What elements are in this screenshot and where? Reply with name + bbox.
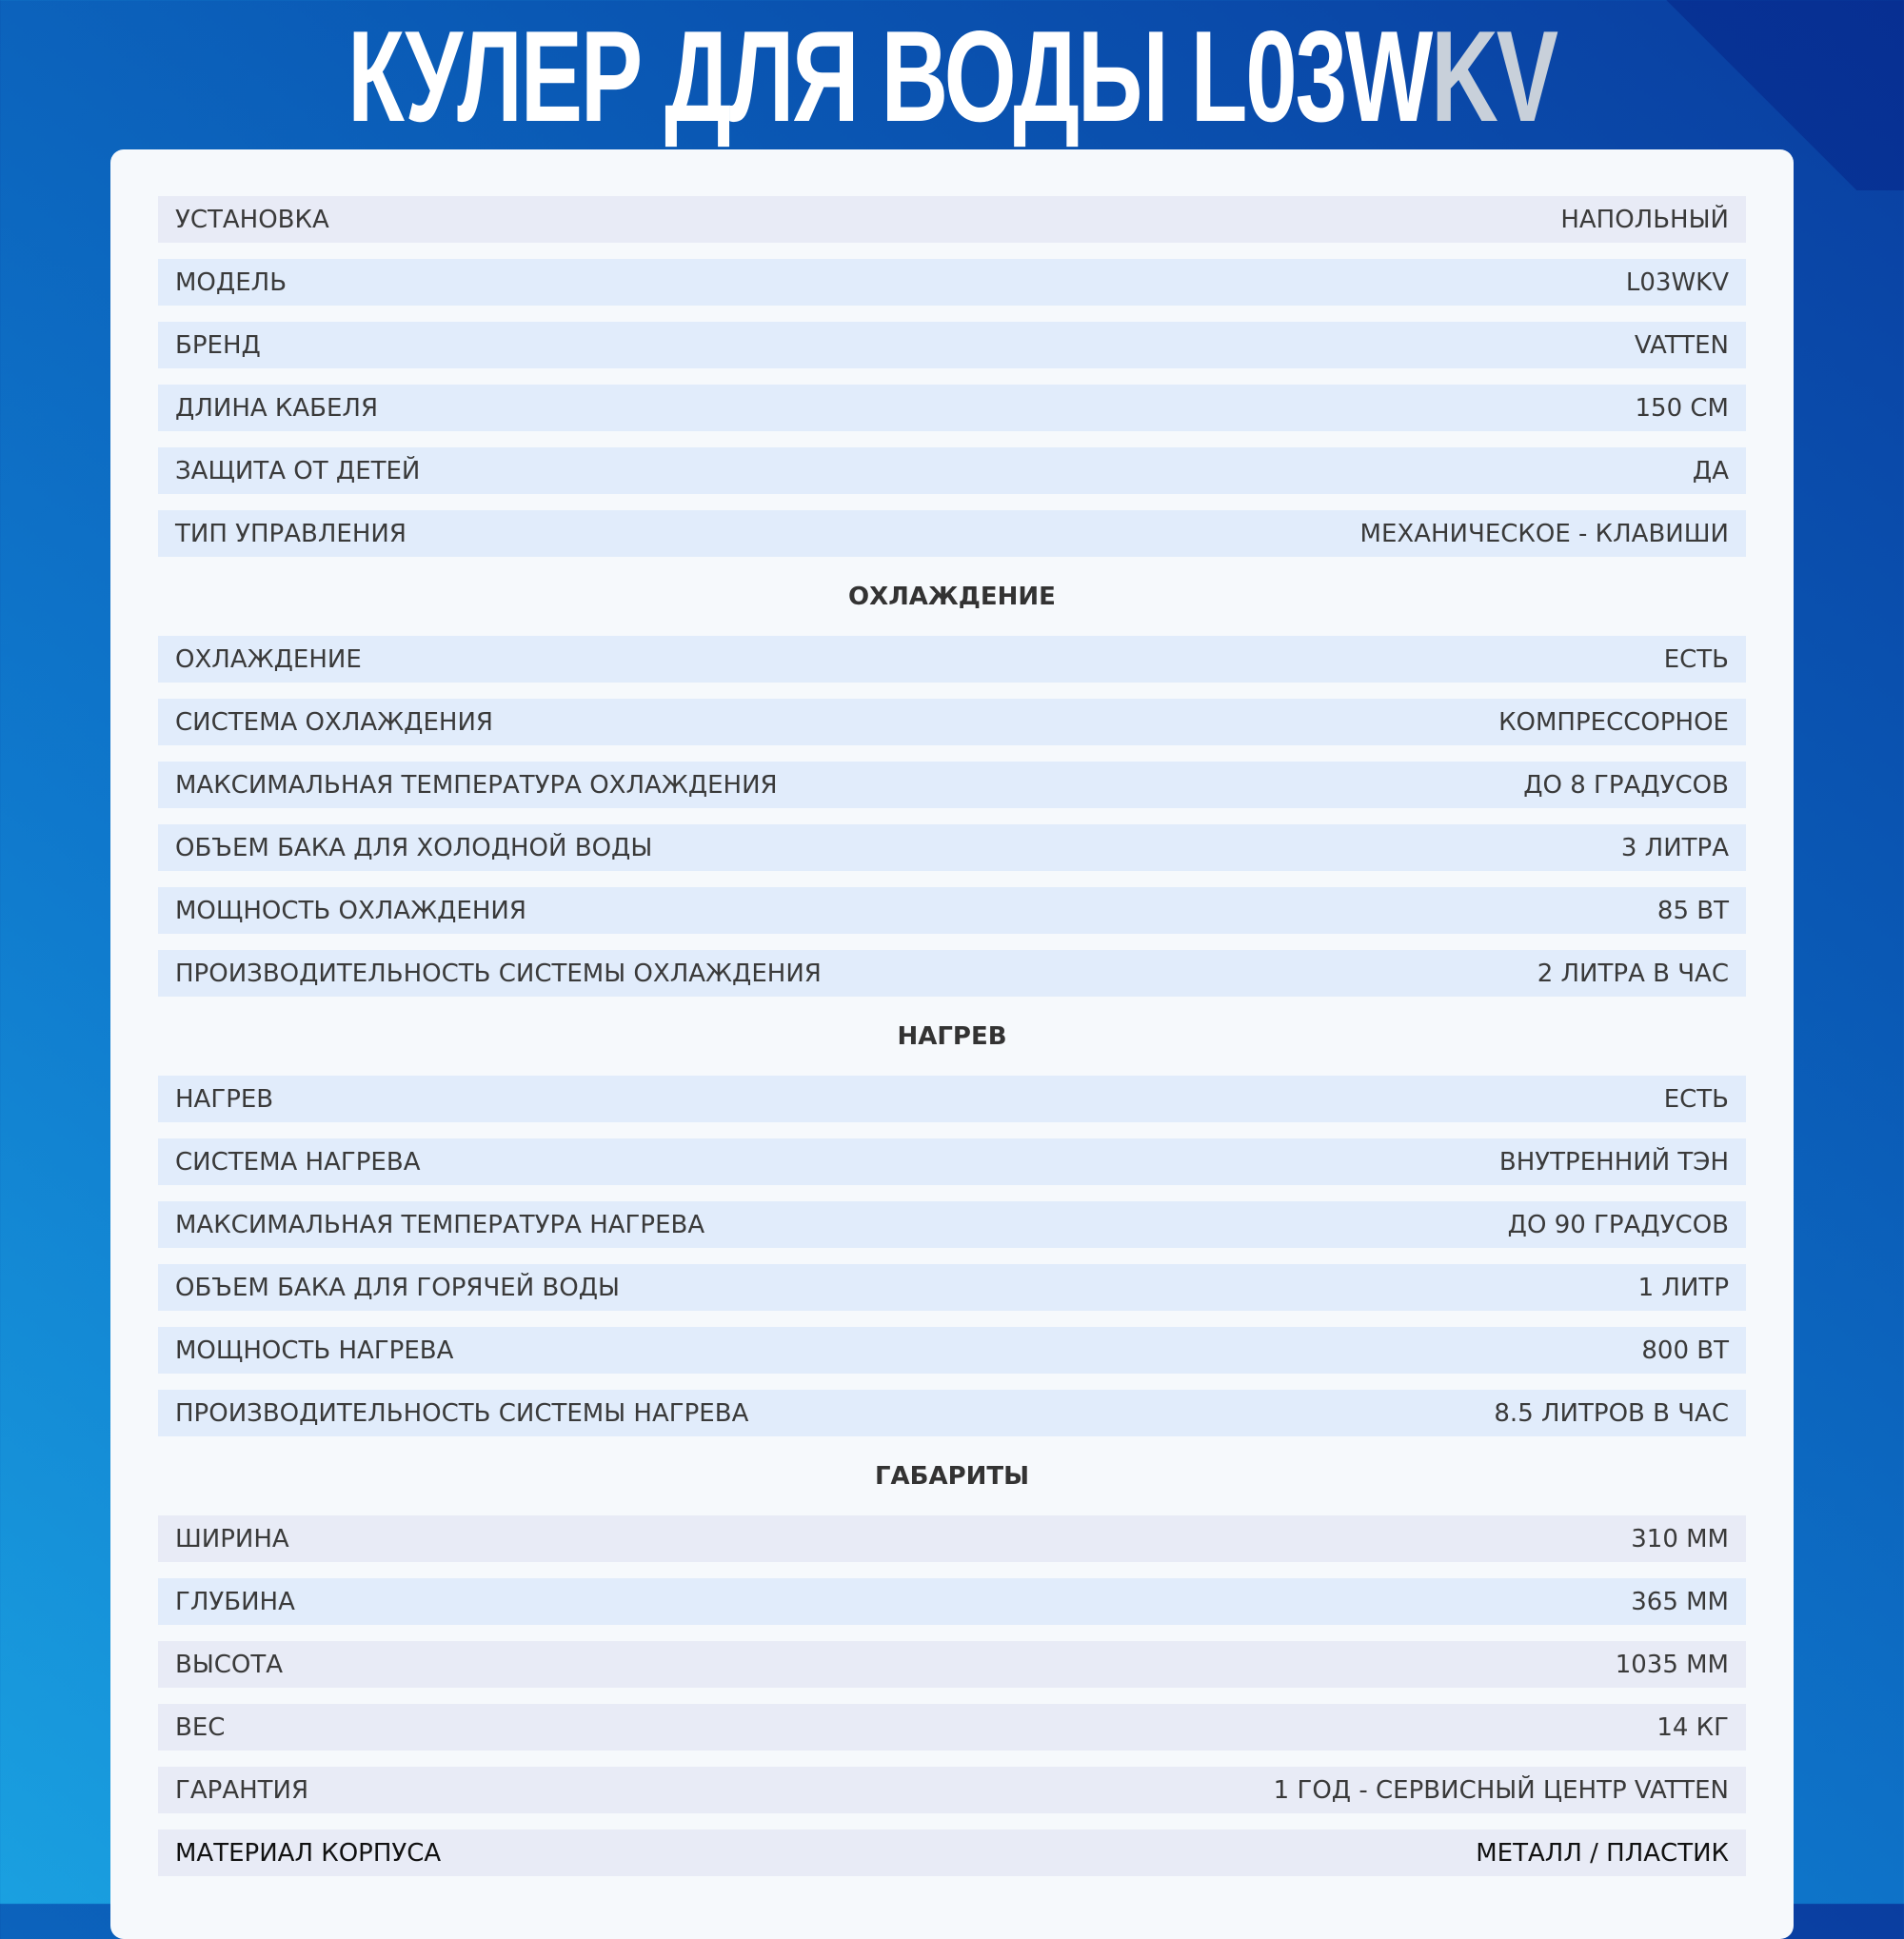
spec-row xyxy=(158,1767,1746,1813)
spec-label: МАТЕРИАЛ КОРПУСА xyxy=(175,1838,442,1868)
spec-row xyxy=(158,1830,1746,1876)
spec-row xyxy=(158,1264,1746,1311)
spec-value: 3 ЛИТРА xyxy=(1620,833,1729,862)
spec-value: 14 КГ xyxy=(1656,1712,1729,1742)
spec-row xyxy=(158,1704,1746,1751)
spec-row xyxy=(158,1641,1746,1688)
spec-label: УСТАНОВКА xyxy=(175,205,329,234)
spec-row xyxy=(158,950,1746,997)
spec-value: НАПОЛЬНЫЙ xyxy=(1560,205,1729,234)
spec-value: 150 СМ xyxy=(1635,393,1729,423)
spec-value: ЕСТЬ xyxy=(1663,644,1729,674)
spec-row xyxy=(158,1327,1746,1374)
spec-card xyxy=(110,149,1794,1939)
spec-label: ДЛИНА КАБЕЛЯ xyxy=(175,393,379,423)
spec-value: 365 ММ xyxy=(1631,1587,1729,1616)
spec-row xyxy=(158,322,1746,368)
spec-row xyxy=(158,447,1746,494)
spec-label: СИСТЕМА НАГРЕВА xyxy=(175,1147,421,1177)
spec-row xyxy=(158,824,1746,871)
spec-value: ЕСТЬ xyxy=(1663,1084,1729,1114)
spec-value: 1035 ММ xyxy=(1615,1650,1729,1679)
spec-value: ДА xyxy=(1692,456,1729,485)
spec-value: 8.5 ЛИТРОВ В ЧАС xyxy=(1494,1398,1729,1428)
spec-label: ОХЛАЖДЕНИЕ xyxy=(175,644,362,674)
spec-value: МЕХАНИЧЕСКОЕ - КЛАВИШИ xyxy=(1359,519,1729,548)
section-title-cooling: ОХЛАЖДЕНИЕ xyxy=(848,582,1056,611)
spec-label: ПРОИЗВОДИТЕЛЬНОСТЬ СИСТЕМЫ ОХЛАЖДЕНИЯ xyxy=(175,959,822,988)
spec-label: МОЩНОСТЬ ОХЛАЖДЕНИЯ xyxy=(175,896,526,925)
spec-row xyxy=(158,762,1746,808)
spec-label: БРЕНД xyxy=(175,330,261,360)
spec-value: 1 ЛИТР xyxy=(1637,1273,1729,1302)
spec-label: ПРОИЗВОДИТЕЛЬНОСТЬ СИСТЕМЫ НАГРЕВА xyxy=(175,1398,749,1428)
spec-value: ВНУТРЕННИЙ ТЭН xyxy=(1498,1147,1729,1177)
spec-value: 800 ВТ xyxy=(1641,1336,1729,1365)
spec-label: ШИРИНА xyxy=(175,1524,289,1553)
title-end: KV xyxy=(1431,4,1557,148)
spec-label: МОЩНОСТЬ НАГРЕВА xyxy=(175,1336,454,1365)
section-title-dimensions: ГАБАРИТЫ xyxy=(874,1461,1030,1491)
spec-value: 310 ММ xyxy=(1631,1524,1729,1553)
spec-row xyxy=(158,510,1746,557)
spec-label: ГАРАНТИЯ xyxy=(175,1775,309,1805)
spec-table xyxy=(158,196,1746,1892)
spec-label: ГЛУБИНА xyxy=(175,1587,295,1616)
spec-row xyxy=(158,1076,1746,1122)
spec-label: МАКСИМАЛЬНАЯ ТЕМПЕРАТУРА ОХЛАЖДЕНИЯ xyxy=(175,770,778,800)
spec-label: НАГРЕВ xyxy=(175,1084,274,1114)
page-title xyxy=(267,5,1637,148)
spec-row xyxy=(158,385,1746,431)
spec-row xyxy=(158,1201,1746,1248)
spec-row xyxy=(158,259,1746,306)
spec-value: 85 ВТ xyxy=(1656,896,1729,925)
title-main: КУЛЕР ДЛЯ ВОДЫ L03W xyxy=(347,4,1432,148)
spec-value: КОМПРЕССОРНОЕ xyxy=(1498,707,1729,737)
spec-label: ТИП УПРАВЛЕНИЯ xyxy=(175,519,407,548)
spec-row xyxy=(158,1138,1746,1185)
spec-value: VATTEN xyxy=(1634,330,1729,360)
section-title-heating: НАГРЕВ xyxy=(897,1021,1007,1051)
spec-label: ВЫСОТА xyxy=(175,1650,284,1679)
spec-value: ДО 90 ГРАДУСОВ xyxy=(1507,1210,1729,1239)
spec-row xyxy=(158,1515,1746,1562)
spec-value: 2 ЛИТРА В ЧАС xyxy=(1537,959,1729,988)
spec-label: МОДЕЛЬ xyxy=(175,267,288,297)
spec-value: МЕТАЛЛ / ПЛАСТИК xyxy=(1476,1838,1729,1868)
spec-label: ВЕС xyxy=(175,1712,226,1742)
spec-label: ЗАЩИТА ОТ ДЕТЕЙ xyxy=(175,456,421,485)
spec-label: ОБЪЕМ БАКА ДЛЯ ГОРЯЧЕЙ ВОДЫ xyxy=(175,1273,620,1302)
spec-label: ОБЪЕМ БАКА ДЛЯ ХОЛОДНОЙ ВОДЫ xyxy=(175,833,653,862)
spec-row xyxy=(158,1578,1746,1625)
spec-value: ДО 8 ГРАДУСОВ xyxy=(1523,770,1729,800)
spec-row xyxy=(158,887,1746,934)
spec-label: СИСТЕМА ОХЛАЖДЕНИЯ xyxy=(175,707,493,737)
spec-row xyxy=(158,196,1746,243)
spec-label: МАКСИМАЛЬНАЯ ТЕМПЕРАТУРА НАГРЕВА xyxy=(175,1210,705,1239)
spec-row xyxy=(158,636,1746,683)
spec-value: L03WKV xyxy=(1625,267,1729,297)
spec-value: 1 ГОД - СЕРВИСНЫЙ ЦЕНТР VATTEN xyxy=(1273,1775,1729,1805)
spec-row xyxy=(158,699,1746,745)
spec-row xyxy=(158,1390,1746,1436)
